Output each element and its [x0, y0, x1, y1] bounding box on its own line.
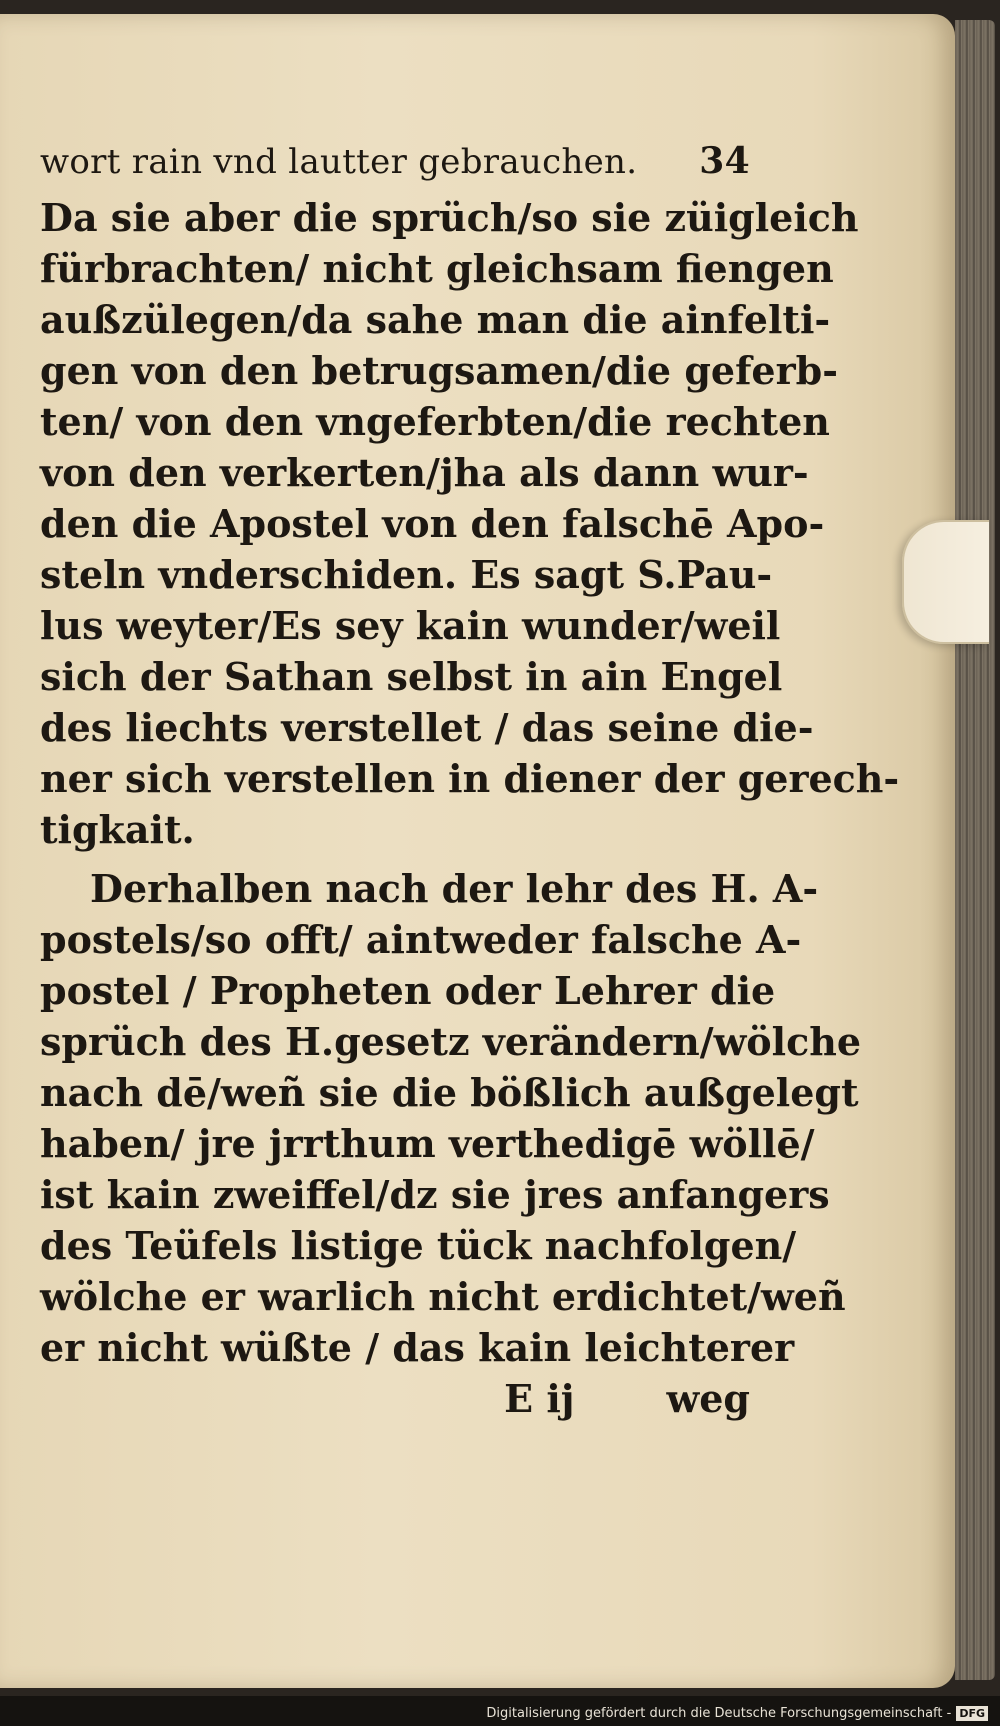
footer-bar	[0, 1696, 1000, 1726]
page-edges	[955, 20, 995, 1680]
text-line: gen von den betrugsamen/die geferb-	[40, 348, 838, 393]
text-line: ner sich verstellen in diener der gerech-	[40, 756, 900, 801]
folio-number: 34	[699, 140, 750, 182]
catchline	[40, 1373, 750, 1424]
text-line: postel / Propheten oder Lehrer die	[40, 968, 776, 1013]
text-line: des Teüfels listige tück nachfolgen/	[40, 1223, 797, 1268]
text-line: haben/ jre jrrthum verthedigē wöllē/	[40, 1121, 815, 1166]
text-line: sich der Sathan selbst in ain Engel	[40, 654, 783, 699]
running-title: wort rain vnd lautter gebrauchen.	[40, 142, 638, 182]
text-line: nach dē/weñ sie die bößlich außgelegt	[40, 1070, 859, 1115]
text-line: den die Apostel von den falschē Apo-	[40, 501, 825, 546]
text-block	[40, 140, 900, 1424]
page-header	[40, 140, 750, 186]
text-line: tigkait.	[40, 807, 195, 852]
text-line: Da sie aber die sprüch/so sie züigleich	[40, 195, 859, 240]
text-line: von den verkerten/jha als dann wur-	[40, 450, 809, 495]
text-line: Derhalben nach der lehr des H. A-	[90, 866, 819, 911]
text-line: ist kain zweiffel/dz sie jres anfangers	[40, 1172, 830, 1217]
dfg-logo: DFG	[956, 1706, 988, 1721]
paragraph-2	[40, 863, 862, 1373]
signature-mark: E ij	[504, 1376, 575, 1421]
footer-credit	[486, 1706, 988, 1721]
catchword: weg	[666, 1376, 750, 1421]
text-line: fürbrachten/ nicht gleichsam fiengen	[40, 246, 834, 291]
text-line: sprüch des H.gesetz verändern/wölche	[40, 1019, 862, 1064]
text-line: wölche er warlich nicht erdichtet/weñ	[40, 1274, 846, 1319]
text-line: postels/so offt/ aintweder falsche A-	[40, 917, 802, 962]
text-line: lus weyter/Es sey kain wunder/weil	[40, 603, 781, 648]
text-line: ten/ von den vngeferbten/die rechten	[40, 399, 830, 444]
text-line: steln vnderschiden. Es sagt S.Pau-	[40, 552, 773, 597]
text-line: er nicht wüßte / das kain leichterer	[40, 1325, 795, 1370]
text-line: des liechts verstellet / das seine die-	[40, 705, 814, 750]
footer-credit-text: Digitalisierung gefördert durch die Deutsche Forschungsgemeinschaft -	[486, 1706, 952, 1721]
book-clasp	[902, 520, 989, 644]
text-line: außzülegen/da sahe man die ainfelti-	[40, 297, 831, 342]
paragraph-1	[40, 192, 900, 855]
